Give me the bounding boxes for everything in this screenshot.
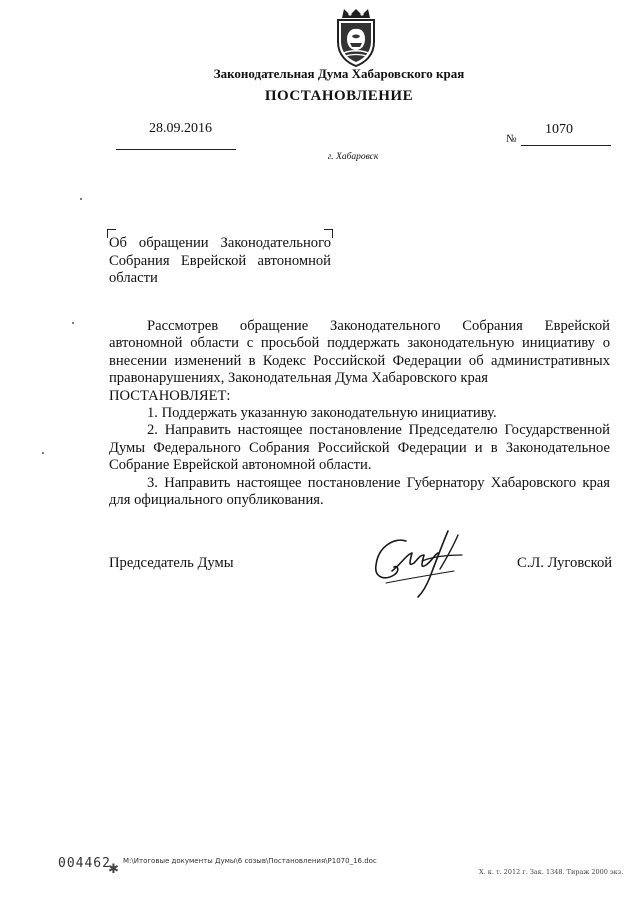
print-run-note: Х. к. т. 2012 г. Зак. 1348. Тираж 2000 экз. — [479, 868, 624, 876]
document-body — [109, 318, 610, 509]
number-underline — [521, 145, 611, 146]
subject-line: Об обращении Законодательного — [109, 235, 331, 251]
scan-speck — [80, 198, 82, 200]
document-type-title: ПОСТАНОВЛЕНИЕ — [264, 88, 414, 104]
resolves-heading: ПОСТАНОВЛЯЕТ: — [109, 387, 231, 404]
signatory-title: Председатель Думы — [109, 555, 234, 571]
resolution-item: 1. Поддержать указанную законодательную инициативу. — [147, 405, 497, 422]
subject-line: области — [109, 270, 158, 286]
document-city: г. Хабаровск — [327, 152, 379, 162]
file-path-note: М:\Итоговые документы Думы\6 созыв\Постановления\Р1070_16.doc — [123, 857, 377, 865]
document-subject — [109, 235, 331, 288]
date-underline — [116, 149, 236, 150]
organization-name: Законодательная Дума Хабаровского края — [213, 66, 465, 81]
handwritten-signature — [366, 525, 466, 600]
number-sign: № — [506, 133, 517, 145]
scan-speck — [42, 452, 44, 454]
registration-number: 004462 — [58, 856, 111, 871]
asterisk-mark: ✱ — [108, 861, 119, 876]
resolution-item: 3. Направить настоящее постановление Губернатору Хабаровского края для официального опубликования. — [109, 474, 610, 509]
subject-line: Собрания Еврейской автономной — [109, 252, 331, 269]
document-date: 28.09.2016 — [149, 121, 212, 136]
body-intro-paragraph: Рассмотрев обращение Законодательного Собрания Еврейской автономной области с просьбой поддержать законодательную инициативу о внесении изменений в Кодекс Российской Федерации об административных правонарушениях, Законодательная Дума Хабаровского края — [109, 318, 610, 387]
document-number: 1070 — [545, 122, 573, 137]
scan-speck — [72, 322, 74, 324]
khabarovsk-coat-of-arms-icon — [330, 6, 382, 68]
resolution-item: 2. Направить настоящее постановление Председателю Государственной Думы Федерального Собрания Российской Федерации и в Законодательное Собрание Еврейской автономной области. — [109, 422, 610, 474]
signatory-name: С.Л. Луговской — [517, 555, 613, 571]
